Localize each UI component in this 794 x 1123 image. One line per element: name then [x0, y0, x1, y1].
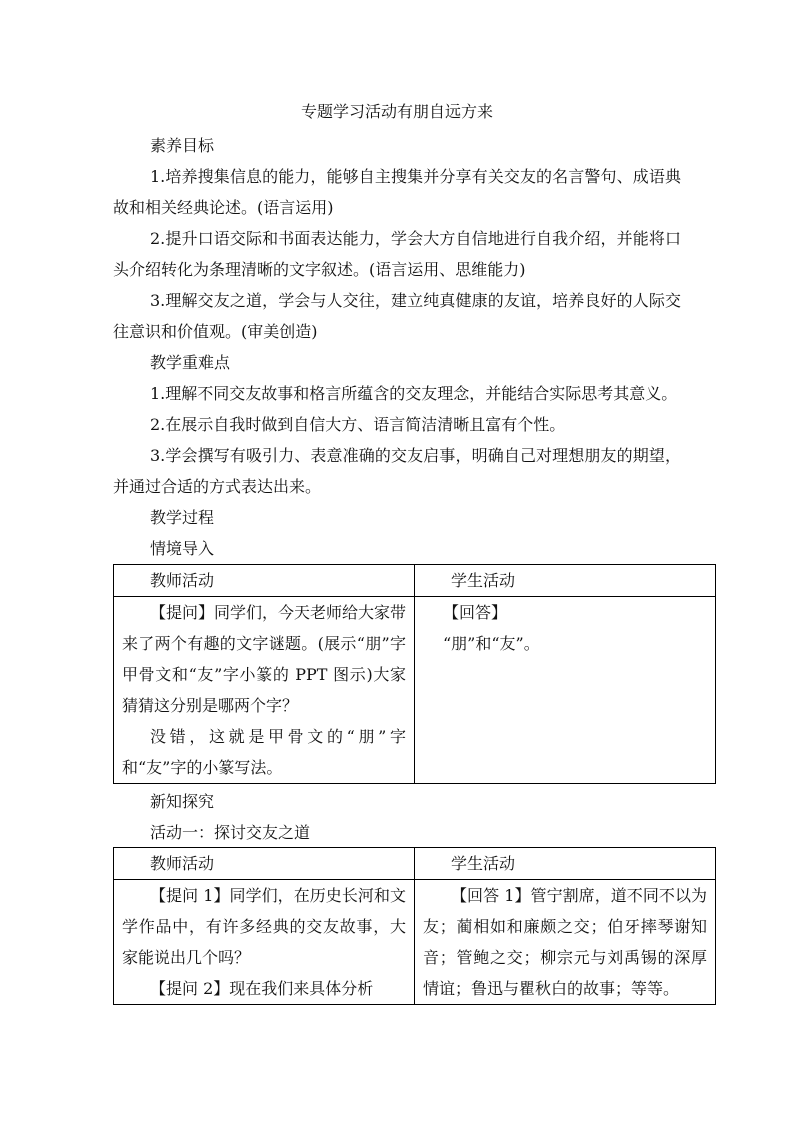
key-points-heading: 教学重难点	[150, 353, 231, 372]
key-point-2: 2.在展示自我时做到自信大方、语言简洁清晰且富有个性。	[150, 415, 566, 434]
teacher-question-2-text: 【提问 2】现在我们来具体分析	[150, 979, 374, 998]
student-answer-text: “朋”和“友”。	[443, 634, 540, 653]
explore-section	[113, 786, 681, 848]
activity1-table	[113, 847, 716, 1005]
activity1-heading: 活动一：探讨交友之道	[150, 823, 311, 842]
intro-activity-table	[113, 564, 716, 784]
teacher-column-header: 教师活动	[114, 848, 415, 880]
student-activity-cell	[415, 597, 716, 784]
student-activity-cell	[415, 880, 716, 1005]
table-row	[114, 597, 716, 784]
teacher-question-1-text: 【提问 1】同学们，在历史长河和文学作品中，有许多经典的交友故事，大家能说出几个吗？	[122, 886, 406, 967]
intro-heading: 情境导入	[150, 539, 215, 558]
key-point-1: 1.理解不同交友故事和格言所蕴含的交友理念，并能结合实际思考其意义。	[150, 384, 678, 403]
student-column-header: 学生活动	[415, 565, 716, 597]
table-header-row	[114, 565, 716, 597]
document-title: 专题学习活动有朋自远方来	[300, 102, 493, 121]
teacher-confirm-text: 没错，这就是甲骨文的“朋”字和“友”字的小篆写法。	[122, 727, 406, 777]
document-body	[113, 130, 681, 564]
student-answer-label: 【回答】	[443, 603, 508, 622]
table-header-row	[114, 848, 716, 880]
student-column-header: 学生活动	[415, 848, 716, 880]
goal-item-2: 2.提升口语交际和书面表达能力，学会大方自信地进行自我介绍，并能将口头介绍转化为条理清晰的文字叙述。(语言运用、思维能力)	[113, 229, 681, 279]
process-heading: 教学过程	[150, 508, 215, 527]
explore-heading: 新知探究	[150, 792, 215, 811]
goals-heading: 素养目标	[150, 136, 215, 155]
teacher-activity-cell	[114, 880, 415, 1005]
table-row	[114, 880, 716, 1005]
teacher-question-text: 【提问】同学们，今天老师给大家带来了两个有趣的文字谜题。(展示“朋”字甲骨文和“友”字小篆的 PPT 图示)大家猜猜这分别是哪两个字？	[122, 603, 407, 715]
key-point-3: 3.学会撰写有吸引力、表意准确的交友启事，明确自己对理想朋友的期望，并通过合适的方式表达出来。	[113, 446, 681, 496]
goal-item-1: 1.培养搜集信息的能力，能够自主搜集并分享有关交友的名言警句、成语典故和相关经典论述。(语言运用)	[113, 167, 681, 217]
student-answer-1-text: 【回答 1】管宁割席，道不同不以为友；蔺相如和廉颇之交；伯牙摔琴谢知音；管鲍之交；柳宗元与刘禹锡的深厚情谊；鲁迅与瞿秋白的故事；等等。	[423, 886, 707, 998]
teacher-column-header: 教师活动	[114, 565, 415, 597]
goal-item-3: 3.理解交友之道，学会与人交往，建立纯真健康的友谊，培养良好的人际交往意识和价值观。(审美创造)	[113, 291, 681, 341]
teacher-activity-cell	[114, 597, 415, 784]
